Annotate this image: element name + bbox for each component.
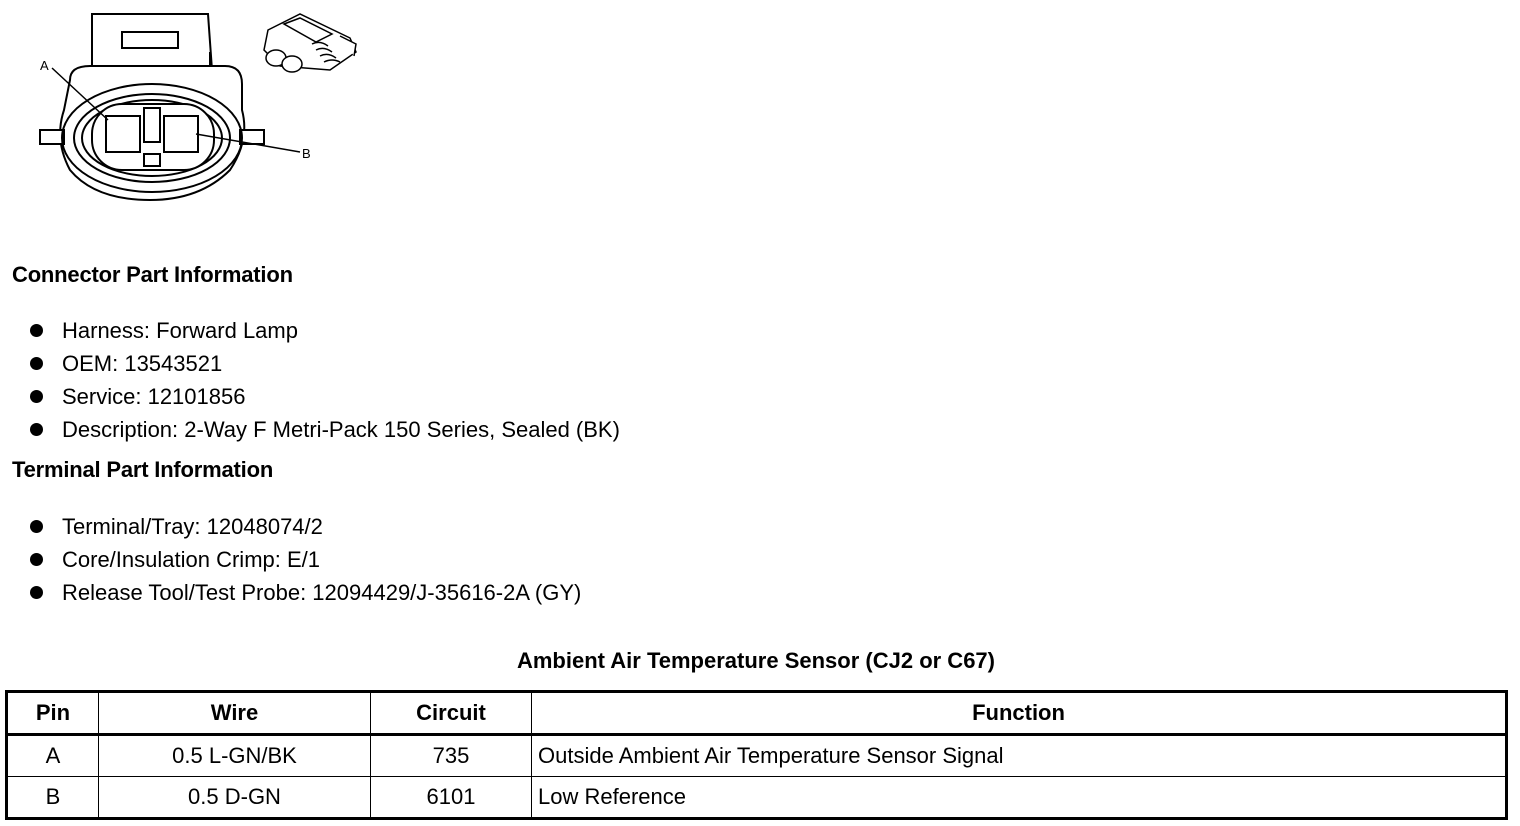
table-title: Ambient Air Temperature Sensor (CJ2 or C67) bbox=[516, 648, 995, 673]
cell-function: Low Reference bbox=[532, 777, 1507, 819]
connector-part-heading: Connector Part Information bbox=[12, 262, 293, 287]
header-pin: Pin bbox=[7, 692, 99, 735]
header-function: Function bbox=[532, 692, 1507, 735]
terminal-part-list bbox=[30, 510, 581, 609]
pin-label-b: B bbox=[302, 146, 311, 161]
table-row bbox=[7, 777, 1507, 819]
header-circuit: Circuit bbox=[371, 692, 532, 735]
cell-circuit: 6101 bbox=[371, 777, 532, 819]
cell-function: Outside Ambient Air Temperature Sensor Signal bbox=[532, 735, 1507, 777]
bullet-icon bbox=[30, 586, 43, 599]
list-item: Core/Insulation Crimp: E/1 bbox=[30, 543, 581, 576]
bullet-icon bbox=[30, 423, 43, 436]
cell-pin: A bbox=[7, 735, 99, 777]
bullet-icon bbox=[30, 553, 43, 566]
list-item: Release Tool/Test Probe: 12094429/J-35616-2A (GY) bbox=[30, 576, 581, 609]
bullet-icon bbox=[30, 324, 43, 337]
connector-drawing bbox=[0, 0, 380, 220]
bullet-icon bbox=[30, 357, 43, 370]
table-row bbox=[7, 735, 1507, 777]
pinout-table bbox=[5, 690, 1508, 820]
table-header-row bbox=[7, 692, 1507, 735]
cell-wire: 0.5 D-GN bbox=[99, 777, 371, 819]
connector-thumbnail bbox=[264, 14, 356, 72]
list-item: Service: 12101856 bbox=[30, 380, 620, 413]
connector-part-list bbox=[30, 314, 620, 446]
terminal-part-heading: Terminal Part Information bbox=[12, 457, 274, 482]
cell-circuit: 735 bbox=[371, 735, 532, 777]
list-item: Description: 2-Way F Metri-Pack 150 Series, Sealed (BK) bbox=[30, 413, 620, 446]
pin-label-a: A bbox=[40, 58, 49, 73]
cell-wire: 0.5 L-GN/BK bbox=[99, 735, 371, 777]
bullet-icon bbox=[30, 520, 43, 533]
bullet-icon bbox=[30, 390, 43, 403]
header-wire: Wire bbox=[99, 692, 371, 735]
list-item: OEM: 13543521 bbox=[30, 347, 620, 380]
cell-pin: B bbox=[7, 777, 99, 819]
list-item: Harness: Forward Lamp bbox=[30, 314, 620, 347]
list-item: Terminal/Tray: 12048074/2 bbox=[30, 510, 581, 543]
